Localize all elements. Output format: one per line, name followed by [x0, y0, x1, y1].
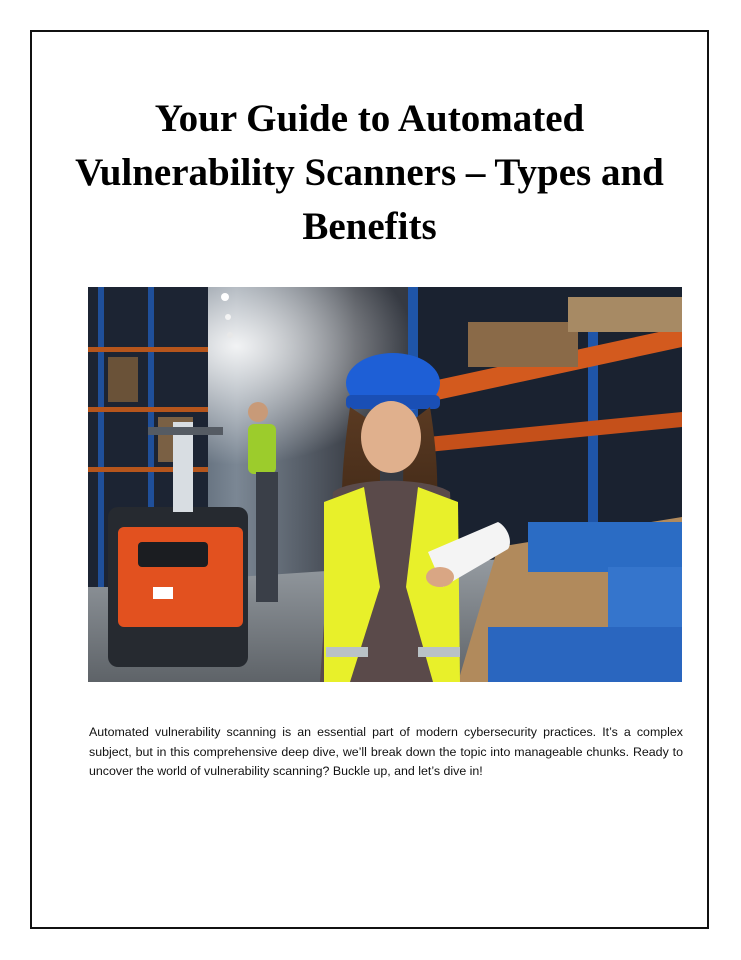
warehouse-photo-icon — [88, 287, 682, 682]
intro-paragraph: Automated vulnerability scanning is an essential part of modern cybersecurity practices. It’s a complex subject, but in this comprehensive deep dive, we’ll break down the topic into manageable chunks. Ready to uncover the world of vulnerability scanning? Buckle up, and let’s dive in! — [89, 725, 683, 778]
document-title: Your Guide to Automated Vulnerability Scanners – Types and Benefits — [75, 97, 664, 248]
document-page — [30, 30, 709, 929]
hero-image — [88, 287, 682, 682]
